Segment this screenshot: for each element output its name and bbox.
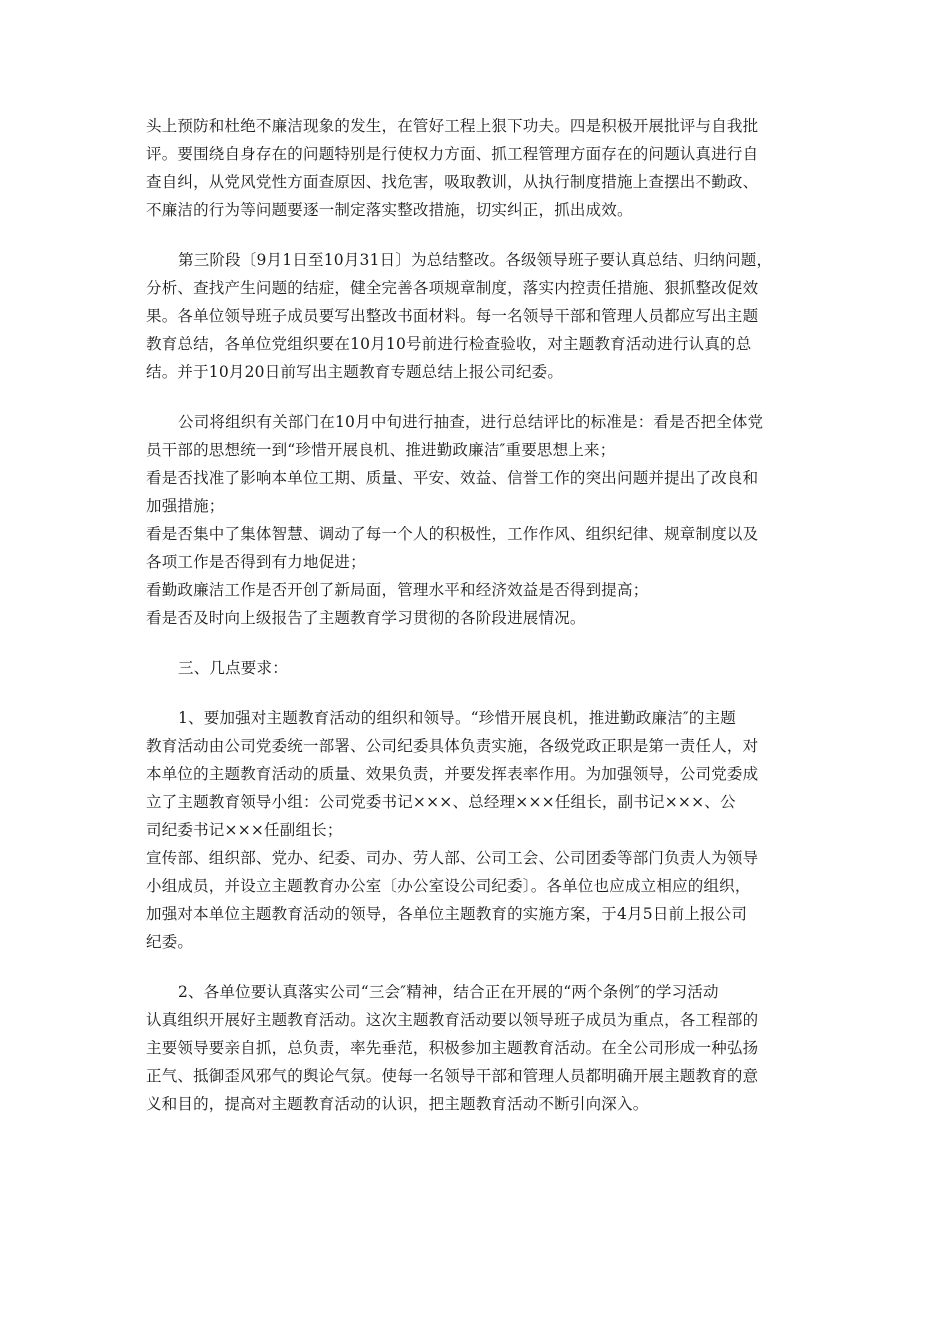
text-line: 果。各单位领导班子成员要写出整改书面材料。每一名领导干部和管理人员都应写出主题 bbox=[146, 307, 759, 325]
text-line: 1、要加强对主题教育活动的组织和领导。“珍惜开展良机，推进勤政廉洁″的主题 bbox=[178, 709, 736, 727]
text-line: 主要领导要亲自抓，总负责，率先垂范，积极参加主题教育活动。在全公司形成一种弘扬 bbox=[146, 1039, 759, 1057]
text-line: 教育总结，各单位党组织要在10月10号前进行检查验收，对主题教育活动进行认真的总 bbox=[146, 335, 752, 353]
text-line: 分析、查找产生问题的结症，健全完善各项规章制度，落实内控责任措施、狠抓整改促效 bbox=[146, 279, 759, 297]
text-line: 2、各单位要认真落实公司“三会″精神，结合正在开展的“两个条例″的学习活动 bbox=[178, 983, 719, 1001]
paragraph-evaluation-criteria bbox=[146, 408, 826, 632]
text-line: 各项工作是否得到有力地促进； bbox=[146, 553, 366, 571]
text-line: 正气、抵御歪风邪气的舆论气氛。使每一名领导干部和管理人员都明确开展主题教育的意 bbox=[146, 1067, 759, 1085]
text-line: 义和目的，提高对主题教育活动的认识，把主题教育活动不断引向深入。 bbox=[146, 1095, 649, 1113]
text-line: 司纪委书记×××任副组长； bbox=[146, 821, 343, 839]
text-line: 立了主题教育领导小组：公司党委书记×××、总经理×××任组长，副书记×××、公 bbox=[146, 793, 736, 811]
text-line: 看是否及时向上级报告了主题教育学习贯彻的各阶段进展情况。 bbox=[146, 609, 586, 627]
text-line: 不廉洁的行为等问题要逐一制定落实整改措施，切实纠正，抓出成效。 bbox=[146, 201, 633, 219]
text-line: 查自纠，从党风党性方面查原因、找危害，吸取教训，从执行制度措施上查摆出不勤政、 bbox=[146, 173, 759, 191]
text-line: 公司将组织有关部门在10月中旬进行抽查，进行总结评比的标准是：看是否把全体党 bbox=[178, 413, 764, 431]
document-page bbox=[146, 112, 826, 1140]
text-line: 看是否集中了集体智慧、调动了每一个人的积极性，工作作风、组织纪律、规章制度以及 bbox=[146, 525, 759, 543]
text-line: 员干部的思想统一到“珍惜开展良机、推进勤政廉洁″重要思想上来； bbox=[146, 441, 616, 459]
paragraph-phase-two-end bbox=[146, 112, 826, 224]
text-line: 加强措施； bbox=[146, 497, 225, 515]
text-line: 纪委。 bbox=[146, 933, 194, 951]
text-line: 评。要围绕自身存在的问题特别是行使权力方面、抓工程管理方面存在的问题认真进行自 bbox=[146, 145, 759, 163]
text-line: 教育活动由公司党委统一部署、公司纪委具体负责实施，各级党政正职是第一责任人，对 bbox=[146, 737, 759, 755]
section-heading: 三、几点要求： bbox=[178, 659, 288, 677]
section-heading-requirements bbox=[146, 654, 826, 682]
paragraph-requirement-one bbox=[146, 704, 826, 956]
text-line: 认真组织开展好主题教育活动。这次主题教育活动要以领导班子成员为重点，各工程部的 bbox=[146, 1011, 759, 1029]
text-line: 本单位的主题教育活动的质量、效果负责，并要发挥表率作用。为加强领导，公司党委成 bbox=[146, 765, 759, 783]
paragraph-phase-three bbox=[146, 246, 826, 386]
text-line: 小组成员，并设立主题教育办公室〔办公室设公司纪委〕。各单位也应成立相应的组织， bbox=[146, 877, 751, 895]
text-line: 加强对本单位主题教育活动的领导，各单位主题教育的实施方案，于4月5日前上报公司 bbox=[146, 905, 748, 923]
text-line: 宣传部、组织部、党办、纪委、司办、劳人部、公司工会、公司团委等部门负责人为领导 bbox=[146, 849, 759, 867]
text-line: 结。并于10月20日前写出主题教育专题总结上报公司纪委。 bbox=[146, 363, 564, 381]
text-line: 看是否找准了影响本单位工期、质量、平安、效益、信誉工作的突出问题并提出了改良和 bbox=[146, 469, 759, 487]
paragraph-requirement-two bbox=[146, 978, 826, 1118]
text-line: 看勤政廉洁工作是否开创了新局面，管理水平和经济效益是否得到提高； bbox=[146, 581, 649, 599]
text-line: 第三阶段〔9月1日至10月31日〕为总结整改。各级领导班子要认真总结、归纳问题， bbox=[178, 251, 773, 269]
text-line: 头上预防和杜绝不廉洁现象的发生，在管好工程上狠下功夫。四是积极开展批评与自我批 bbox=[146, 117, 759, 135]
